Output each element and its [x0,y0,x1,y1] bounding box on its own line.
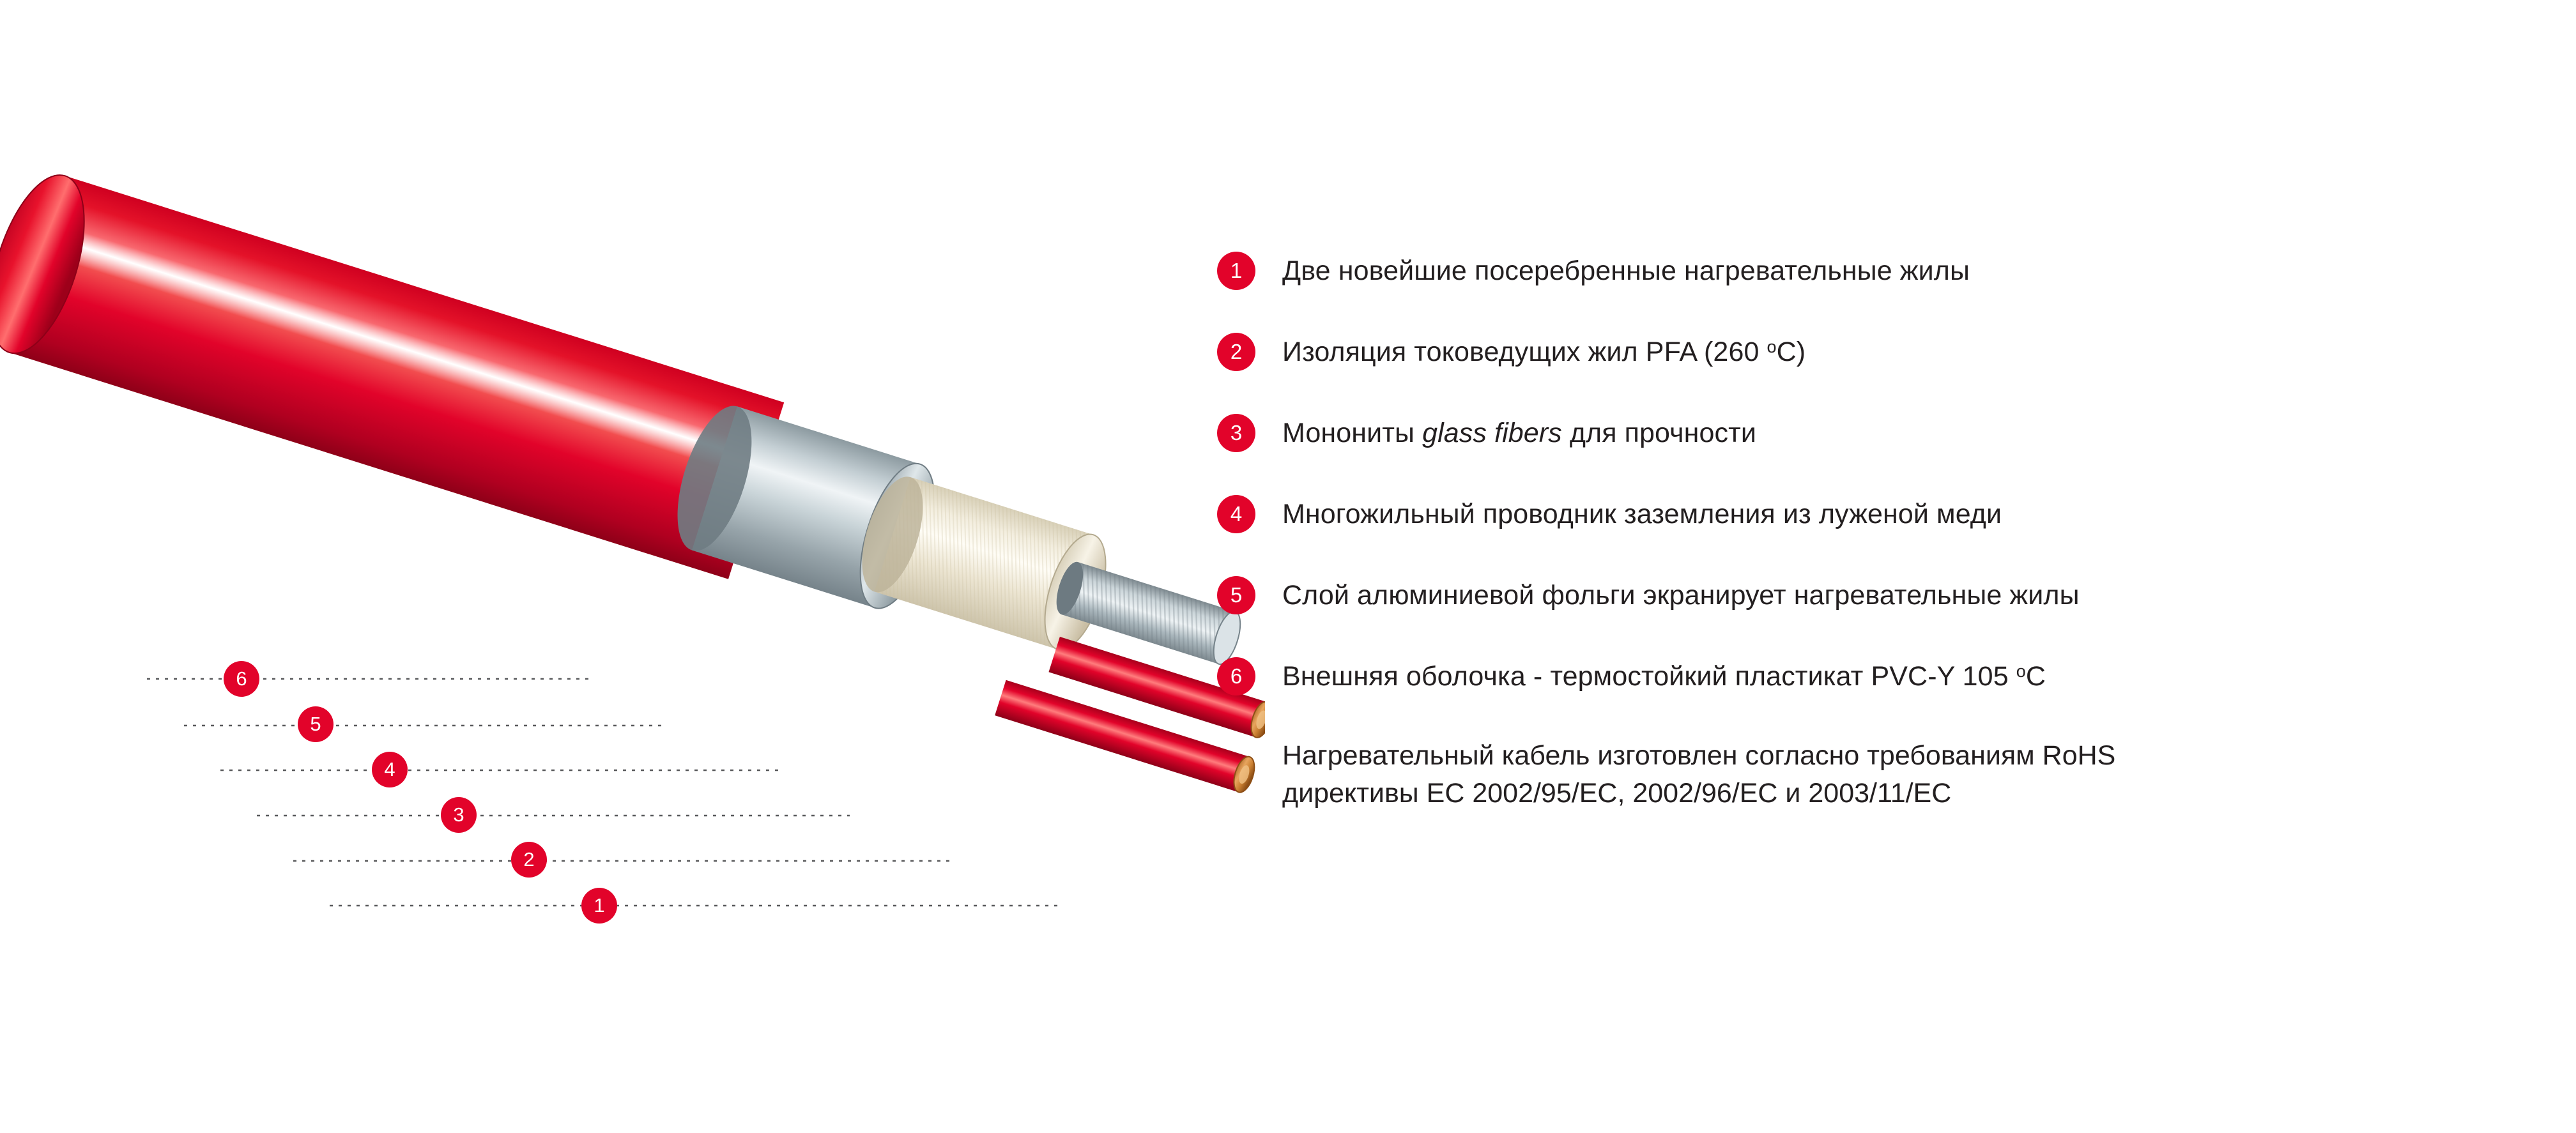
legend-text-3-before: Монониты [1282,418,1423,448]
outer-sheath-shape [0,164,784,579]
legend-label-6 [1282,656,2533,694]
legend-list [1217,250,2533,813]
cable-illustration [0,0,1265,1133]
callout-badge-3: 3 [441,797,477,833]
legend-text-2-before: Изоляция токоведущих жил PFA (260 [1282,337,1767,367]
legend-text-1: Две новейшие посеребренные нагревательные жилы [1282,255,1970,286]
legend-item-6 [1217,656,2533,696]
legend-item-1 [1217,250,2533,290]
legend-label-5 [1282,575,2533,613]
legend-badge-4: 4 [1217,495,1255,533]
compliance-note-line-1: Нагревательный кабель изготовлен согласно требованиям RoHS [1282,740,2116,771]
legend-text-5: Слой алюминиевой фольги экранирует нагревательные жилы [1282,580,2080,611]
degree-symbol-2: o [1767,337,1777,356]
callout-badge-5: 5 [298,706,334,742]
degree-symbol-6: o [2016,662,2026,681]
legend-badge-2: 2 [1217,333,1255,371]
legend-text-6-after: С [2025,661,2046,692]
legend-badge-1: 1 [1217,252,1255,290]
callout-badge-6: 6 [224,661,259,697]
compliance-note-line-2: директивы ЕС 2002/95/ЕС, 2002/96/ЕС и 2003/11/ЕС [1282,778,1952,809]
legend-label-1 [1282,250,2533,289]
legend-text-2-after: С) [1776,337,1806,367]
callout-badge-2: 2 [511,842,547,878]
legend-text-3-italic: glass fibers [1422,418,1562,448]
legend-text-4: Многожильный проводник заземления из луженой меди [1282,499,2002,529]
legend-label-4 [1282,494,2533,532]
legend-badge-6: 6 [1217,657,1255,696]
legend-text-6-before: Внешняя оболочка - термостойкий пластикат PVC-Y 105 [1282,661,2016,692]
legend-badge-3: 3 [1217,414,1255,452]
legend-item-4 [1217,494,2533,533]
legend-badge-5: 5 [1217,576,1255,614]
legend-item-5 [1217,575,2533,614]
legend-label-3 [1282,413,2533,451]
legend-text-3-after: для прочности [1561,418,1756,448]
callout-badge-1: 1 [581,888,617,924]
legend-item-2 [1217,331,2533,371]
legend-label-2 [1282,331,2533,370]
legend-item-3 [1217,413,2533,452]
leader-lines [147,679,1061,906]
compliance-note [1282,737,2509,813]
callout-badge-4: 4 [372,752,408,787]
